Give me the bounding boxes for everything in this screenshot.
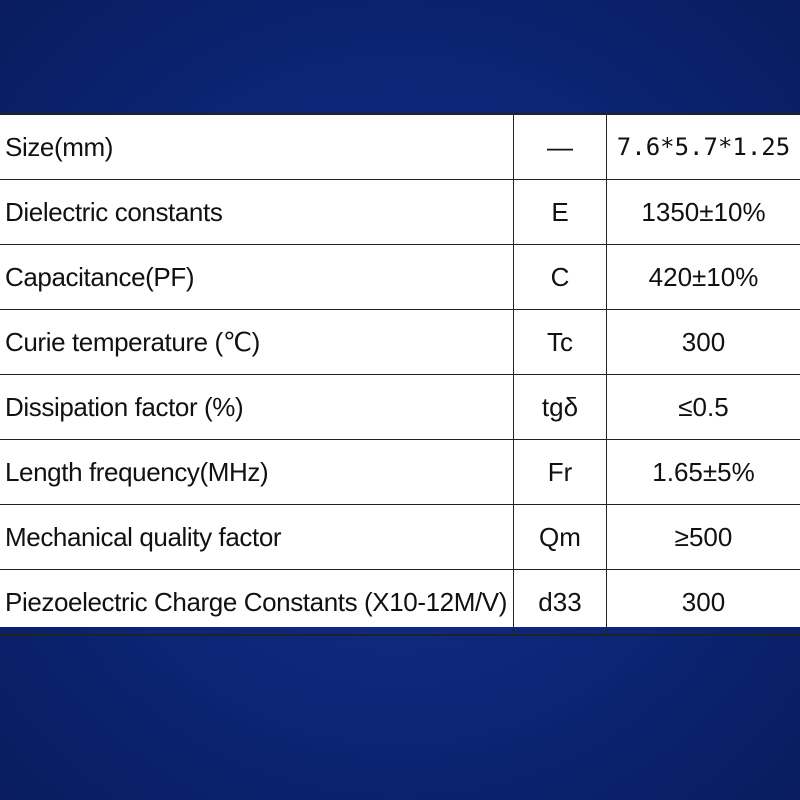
table-row [0,440,800,505]
table-row [0,375,800,440]
symbol-cell: E [514,180,607,245]
table-row [0,180,800,245]
symbol-cell: — [514,114,607,180]
parameter-cell: Curie temperature (℃) [0,310,514,375]
symbol-cell: Fr [514,440,607,505]
value-cell: 1.65±5% [607,440,800,505]
value-cell: 1350±10% [607,180,800,245]
value-cell: ≥500 [607,505,800,570]
value-cell: ≤0.5 [607,375,800,440]
parameter-cell: Mechanical quality factor [0,505,514,570]
parameter-cell: Piezoelectric Charge Constants (X10-12M/V) [0,570,514,636]
table-row [0,310,800,375]
value-cell: 420±10% [607,245,800,310]
symbol-cell: Tc [514,310,607,375]
value-cell: 7.6*5.7*1.25 [607,114,800,180]
parameter-cell: Dissipation factor (%) [0,375,514,440]
value-cell: 300 [607,570,800,636]
parameter-cell: Dielectric constants [0,180,514,245]
table-row [0,505,800,570]
symbol-cell: tgδ [514,375,607,440]
parameter-cell: Length frequency(MHz) [0,440,514,505]
symbol-cell: d33 [514,570,607,636]
spec-table-panel [0,113,800,627]
table-row [0,114,800,180]
spec-table [0,113,800,636]
value-cell: 300 [607,310,800,375]
parameter-cell: Capacitance(PF) [0,245,514,310]
table-row [0,570,800,636]
symbol-cell: Qm [514,505,607,570]
table-row [0,245,800,310]
symbol-cell: C [514,245,607,310]
parameter-cell: Size(mm) [0,114,514,180]
